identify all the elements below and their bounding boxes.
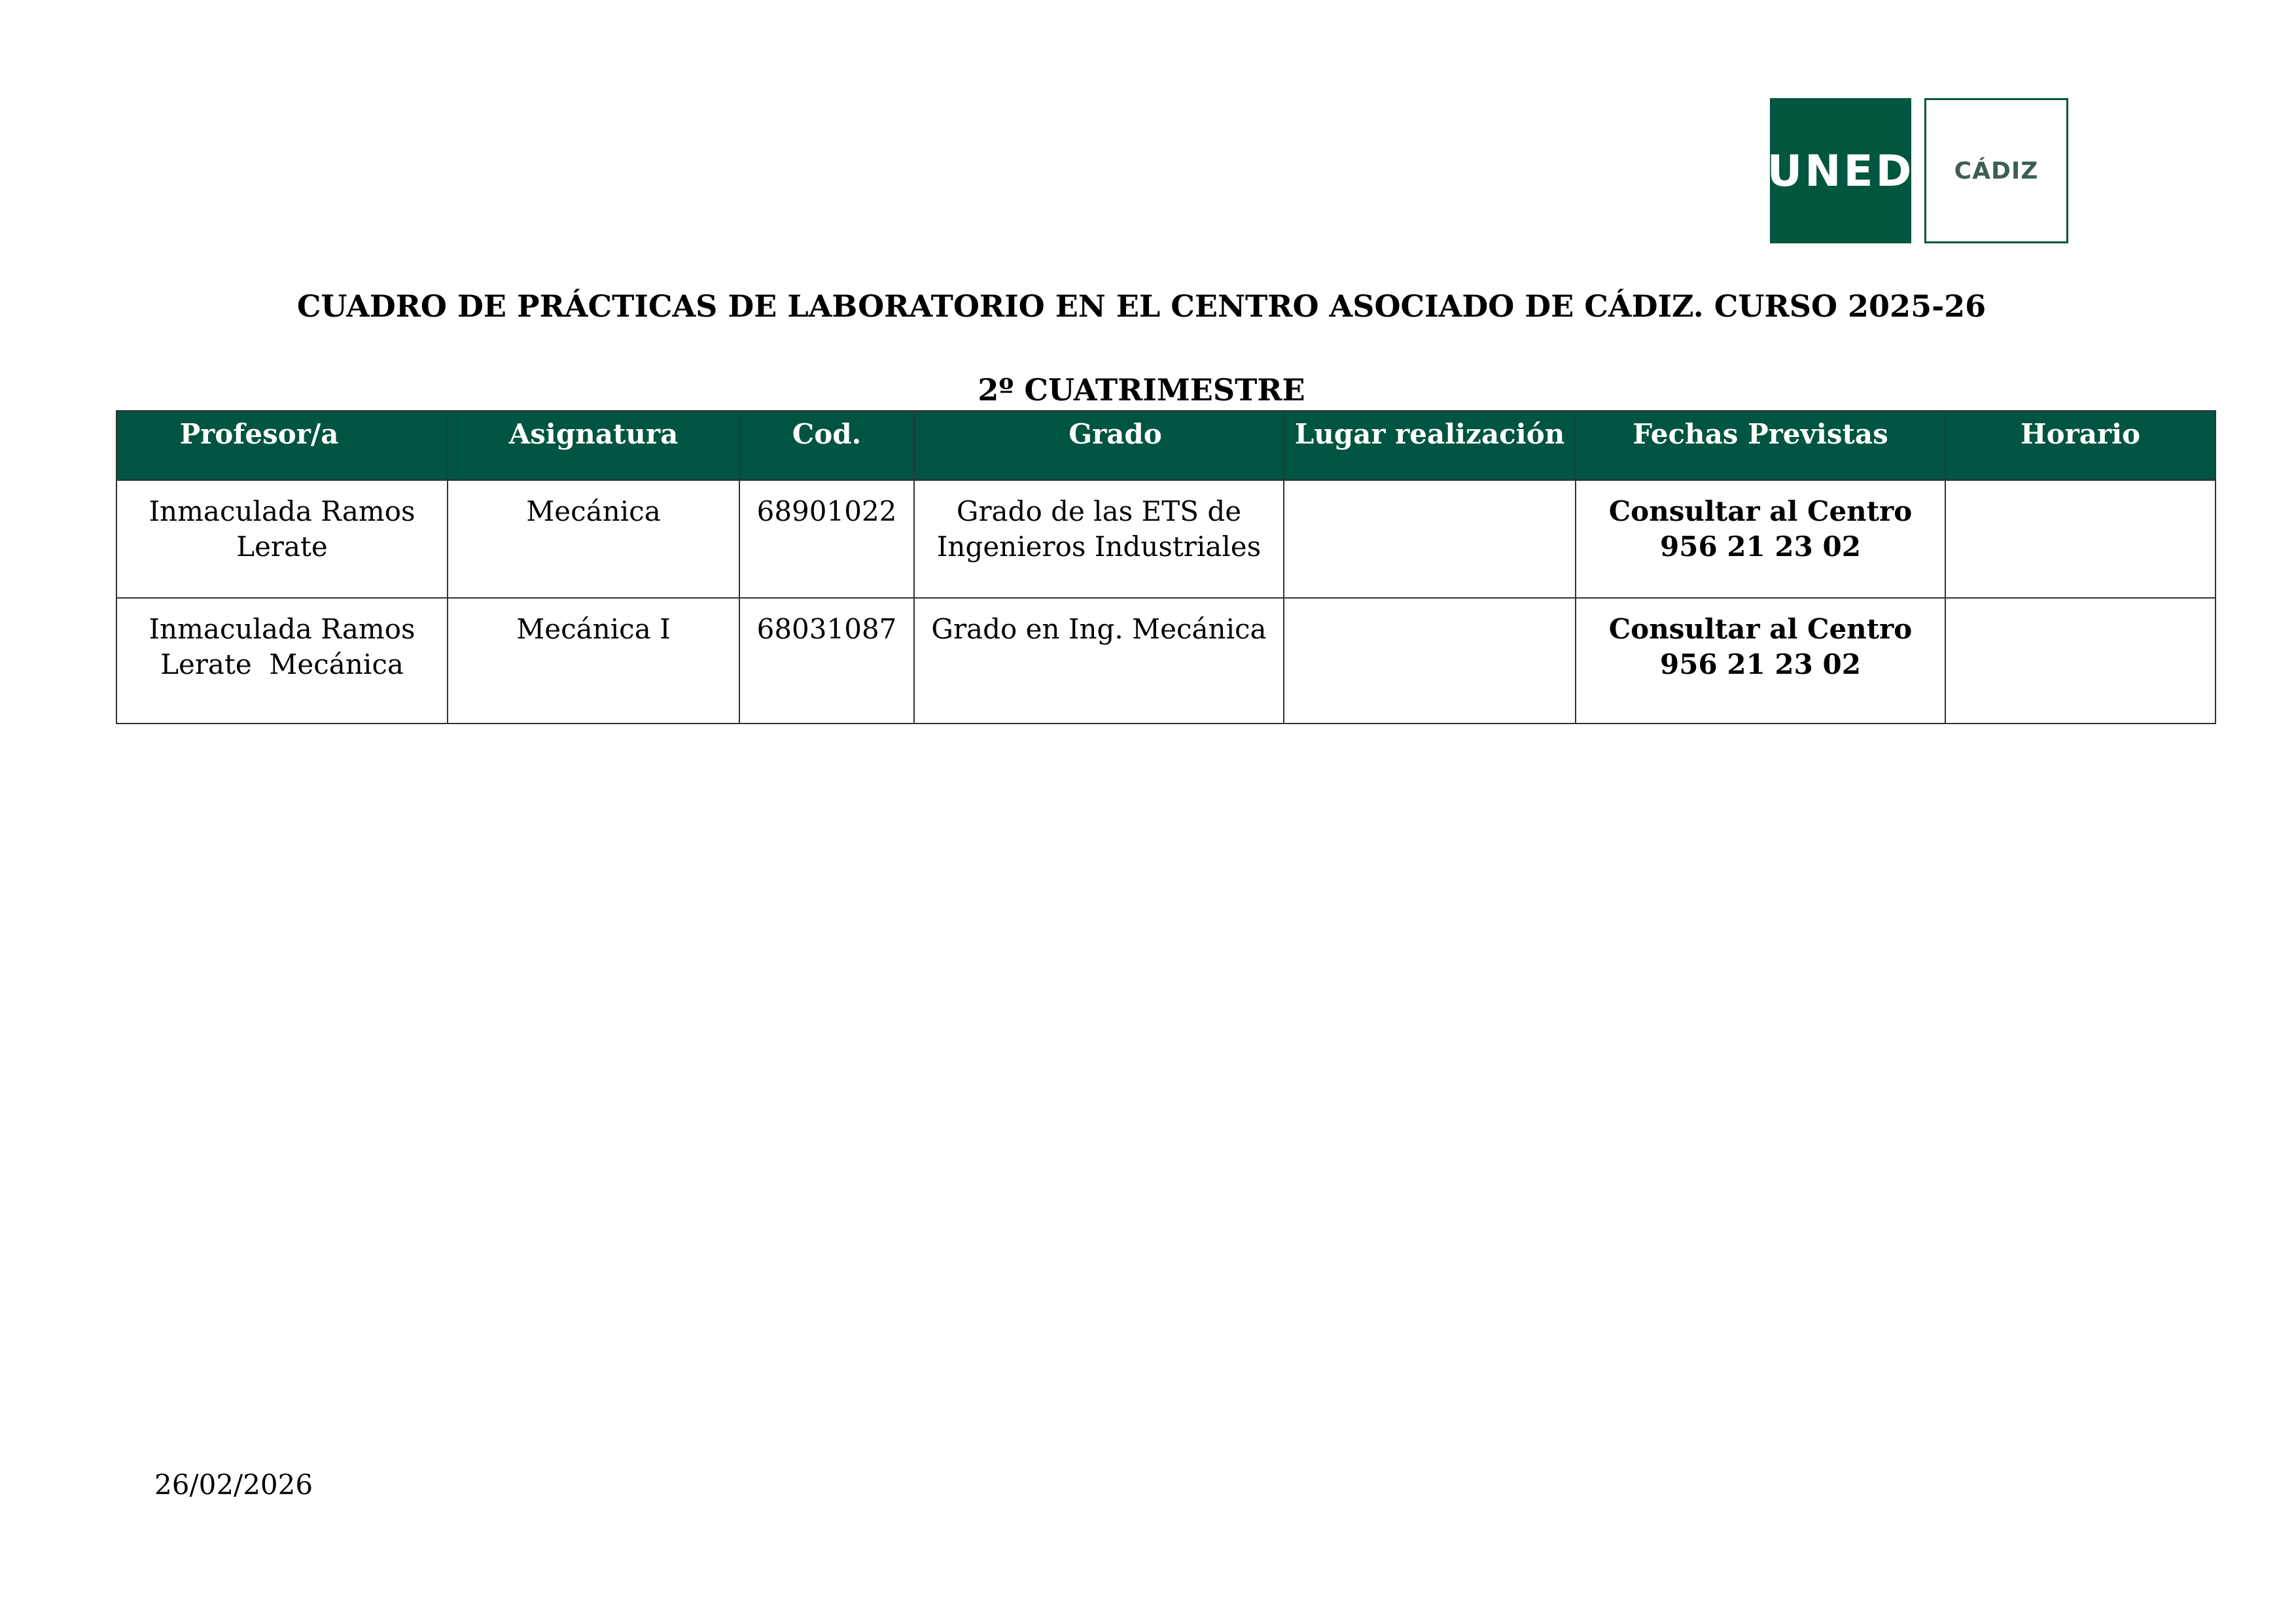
- cell-asignatura: Mecánica I: [448, 598, 739, 724]
- table-row: [116, 480, 2216, 598]
- cell-cod: 68901022: [739, 480, 914, 598]
- cell-grado: Grado de las ETS de Ingenieros Industriales: [914, 480, 1284, 598]
- cell-fechas: Consultar al Centro 956 21 23 02: [1576, 598, 1945, 724]
- footer-date: 26/02/2026: [154, 1469, 313, 1501]
- column-header-fechas: Fechas Previstas: [1576, 411, 1945, 480]
- column-header-grado: Grado: [914, 411, 1284, 480]
- uned-logo-text: UNED: [1767, 145, 1915, 196]
- cell-profesor: Inmaculada Ramos Lerate: [116, 480, 448, 598]
- cell-grado: Grado en Ing. Mecánica: [914, 598, 1284, 724]
- document-subtitle: 2º CUATRIMESTRE: [978, 372, 1305, 408]
- cadiz-logo-box: [1924, 98, 2068, 243]
- document-title: CUADRO DE PRÁCTICAS DE LABORATORIO EN EL CENTRO ASOCIADO DE CÁDIZ. CURSO 2025-26: [296, 288, 1987, 324]
- column-header-profesor: Profesor/a: [116, 411, 448, 480]
- column-header-horario: Horario: [1945, 411, 2216, 480]
- practices-table: [116, 410, 2216, 724]
- cadiz-logo-text: CÁDIZ: [1954, 157, 2039, 184]
- table-header-row: [116, 411, 2216, 480]
- cell-fechas: Consultar al Centro 956 21 23 02: [1576, 480, 1945, 598]
- cell-lugar: [1284, 598, 1576, 724]
- cell-horario: [1945, 480, 2216, 598]
- cell-cod: 68031087: [739, 598, 914, 724]
- cell-horario: [1945, 598, 2216, 724]
- column-header-asignatura: Asignatura: [448, 411, 739, 480]
- table-row: [116, 598, 2216, 724]
- cell-lugar: [1284, 480, 1576, 598]
- column-header-cod: Cod.: [739, 411, 914, 480]
- cell-asignatura: Mecánica: [448, 480, 739, 598]
- column-header-lugar: Lugar realización: [1284, 411, 1576, 480]
- cell-profesor: Inmaculada Ramos Lerate Mecánica: [116, 598, 448, 724]
- uned-logo: [1767, 98, 1915, 243]
